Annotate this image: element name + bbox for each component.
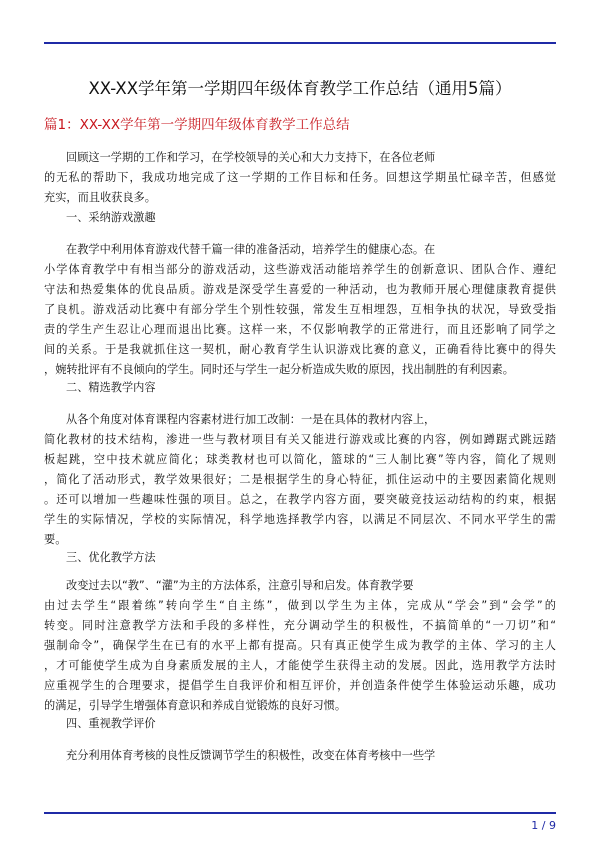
- intro-paragraph: [44, 148, 556, 208]
- text-line: 责的学生产生忍让心理而退出比赛。这样一来，不仅影响教学的正常进行，而且还影响了同学之: [44, 323, 556, 336]
- section-heading: 三、优化教学方法: [66, 551, 156, 564]
- text-line: 。还可以增加一些趣味性强的项目。总之，在教学内容方面，要突破竞技运动结构的约束，根据: [44, 493, 556, 506]
- text-line: 学生的实际情况，学校的实际情况，科学地选择教学内容，以满足不同层次、不同水平学生的需: [44, 513, 556, 526]
- section-4-heading-block: [44, 714, 556, 734]
- section-2-paragraph: [44, 410, 556, 550]
- text-line: 简化教材的技术结构，渗进一些与教材项目有关又能进行游戏或比赛的内容，例如蹲踞式跳远踏: [44, 433, 556, 446]
- text-line: 改变过去以“教”、“灌”为主的方法体系，注意引导和启发。体育教学要: [66, 579, 414, 592]
- text-line: 充实，而且收获良多。: [44, 191, 156, 204]
- section-heading: 四、重视教学评价: [66, 717, 156, 730]
- text-line: 了良机。游戏活动比赛中有部分学生个别性较强，常发生互相埋怨，互相争执的状况，导致受指: [44, 303, 556, 316]
- text-line: 要。: [44, 533, 67, 546]
- section-heading: 二、精选教学内容: [66, 381, 156, 394]
- header-rule: [44, 42, 556, 44]
- text-line: 由过去学生“跟着练”转向学生“自主练”，做到以学生为主体，完成从“学会”到“会学”的: [44, 599, 556, 612]
- text-line: 转变。同时注意教学方法和手段的多样性，充分调动学生的积极性，不搞简单的“一刀切”和“: [44, 619, 556, 632]
- text-line: 在教学中利用体育游戏代替千篇一律的准备活动，培养学生的健康心态。在: [66, 243, 436, 256]
- section-3-paragraph: [44, 576, 556, 716]
- text-line: 守法和热爱集体的优良品质。游戏是深受学生喜爱的一种活动，也为教师开展心理健康教育提供: [44, 283, 556, 296]
- text-line: 从各个角度对体育课程内容素材进行加工改制：一是在具体的教材内容上，: [66, 413, 436, 426]
- section-2-heading-block: [44, 378, 556, 398]
- document-title: XX-XX学年第一学期四年级体育教学工作总结（通用5篇）: [88, 79, 512, 98]
- footer-rule: [44, 812, 556, 814]
- section-3-heading-block: [44, 548, 556, 568]
- text-line: 的满足，引导学生增强体育意识和养成自觉锻炼的良好习惯。: [44, 699, 347, 712]
- text-line: ，简化了活动形式，教学效果很好；二是根据学生的身心特征，抓住运动中的主要因素简化规则: [44, 473, 556, 486]
- text-line: 回顾这一学期的工作和学习，在学校领导的关心和大力支持下，在各位老师: [66, 151, 436, 164]
- text-line: 间的关系。于是我就抓住这一契机，耐心教育学生认识游戏比赛的意义，正确看待比赛中的得失: [44, 343, 556, 356]
- text-line: 小学体育教学中有相当部分的游戏活动，这些游戏活动能培养学生的创新意识、团队合作、遵纪: [44, 263, 556, 276]
- text-line: ，才可能使学生成为自身素质发展的主人，才能使学生获得主动的发展。因此，选用教学方法时: [44, 659, 556, 672]
- text-line: 强制命令”，确保学生在已有的水平上都有提高。只有真正使学生成为教学的主体、学习的主人: [44, 639, 556, 652]
- section-1-heading-block: [44, 208, 556, 228]
- article-subtitle: 篇1：XX-XX学年第一学期四年级体育教学工作总结: [44, 117, 350, 133]
- text-line: 应重视学生的合理要求，提倡学生自我评价和相互评价，并创造条件使学生体验运动乐趣，成功: [44, 679, 556, 692]
- text-line: 板起跳，空中技术就应简化；球类教材也可以简化，篮球的“三人制比赛”等内容，简化了规则: [44, 453, 556, 466]
- section-4-paragraph: [44, 746, 556, 766]
- page-number: 1 / 9: [531, 819, 556, 832]
- section-heading: 一、采纳游戏激趣: [66, 211, 156, 224]
- text-line: ，婉转批评有不良倾向的学生。同时还与学生一起分析造成失败的原因，找出制胜的有利因素。: [44, 363, 514, 376]
- section-1-paragraph: [44, 240, 556, 380]
- text-line: 充分利用体育考核的良性反馈调节学生的积极性，改变在体育考核中一些学: [66, 749, 436, 762]
- text-line: 的无私的帮助下，我成功地完成了这一学期的工作目标和任务。回想这学期虽忙碌辛苦，但感觉: [44, 171, 556, 184]
